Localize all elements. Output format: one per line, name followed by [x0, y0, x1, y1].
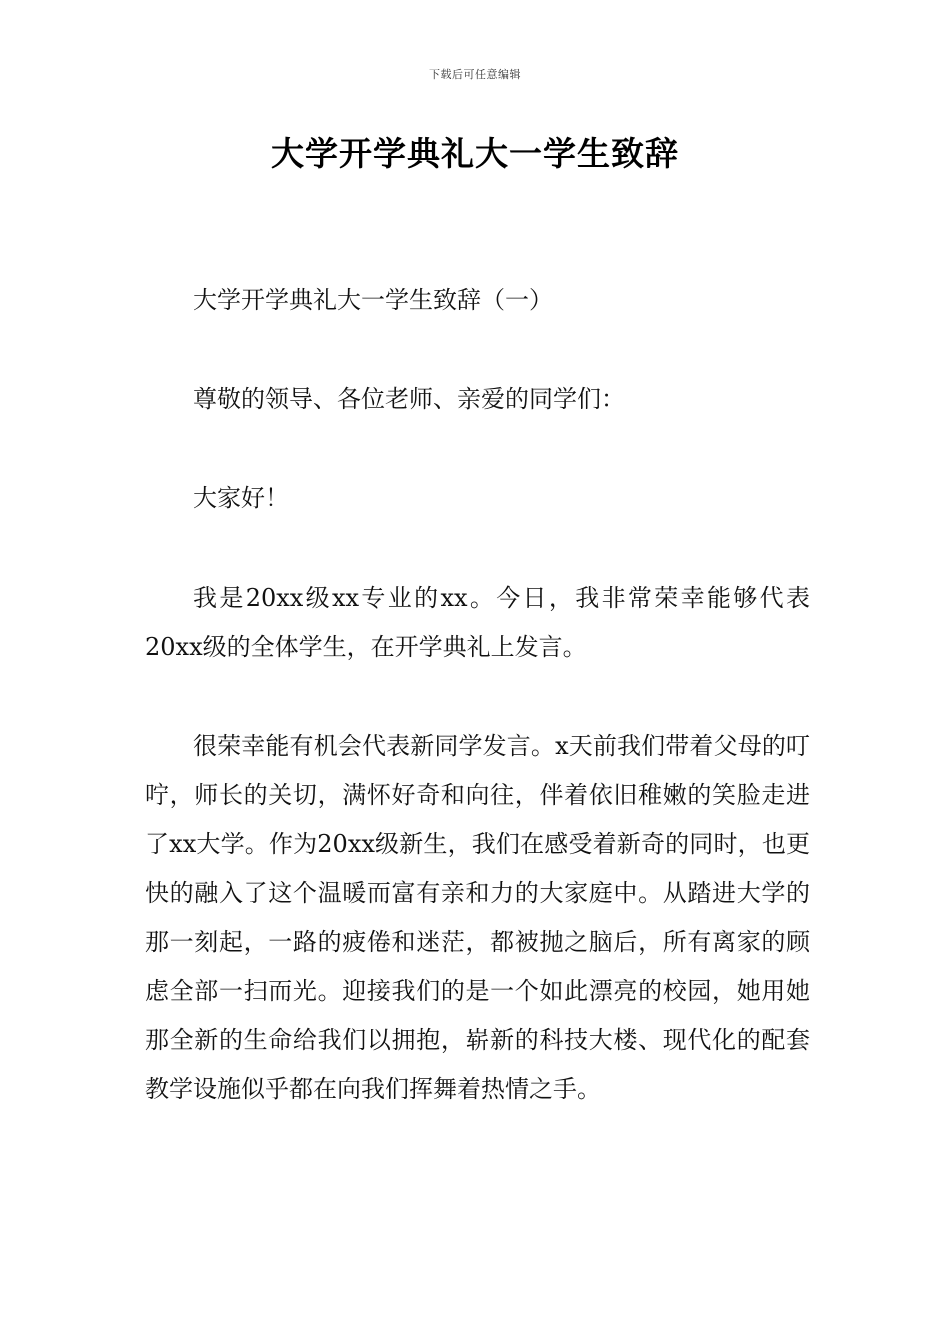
- paragraph-subtitle: 大学开学典礼大一学生致辞（一）: [193, 286, 553, 314]
- document-title: 大学开学典礼大一学生致辞: [271, 134, 679, 173]
- header-note: 下载后可任意编辑: [429, 68, 521, 81]
- paragraph-hello: 大家好！: [193, 484, 289, 512]
- paragraph-subtitle-block: [145, 276, 810, 325]
- paragraph-greeting-block: [145, 375, 810, 424]
- paragraph-greeting: 尊敬的领导、各位老师、亲爱的同学们：: [193, 385, 625, 413]
- paragraph-intro: 我是20xx级xx专业的xx。今日，我非常荣幸能够代表20xx级的全体学生，在开学典礼上发言。: [145, 584, 810, 661]
- paragraph-body-block: [145, 722, 810, 1114]
- paragraph-body: 很荣幸能有机会代表新同学发言。x天前我们带着父母的叮咛，师长的关切，满怀好奇和向往，伴着依旧稚嫩的笑脸走进了xx大学。作为20xx级新生，我们在感受着新奇的同时，也更快的融入了这个温暖而富有亲和力的大家庭中。从踏进大学的那一刻起，一路的疲倦和迷茫，都被抛之脑后，所有离家的顾虑全部一扫而光。迎接我们的是一个如此漂亮的校园，她用她那全新的生命给我们以拥抱，崭新的科技大楼、现代化的配套教学设施似乎都在向我们挥舞着热情之手。: [145, 732, 810, 1103]
- paragraph-intro-block: [145, 574, 810, 672]
- paragraph-hello-block: [145, 474, 810, 523]
